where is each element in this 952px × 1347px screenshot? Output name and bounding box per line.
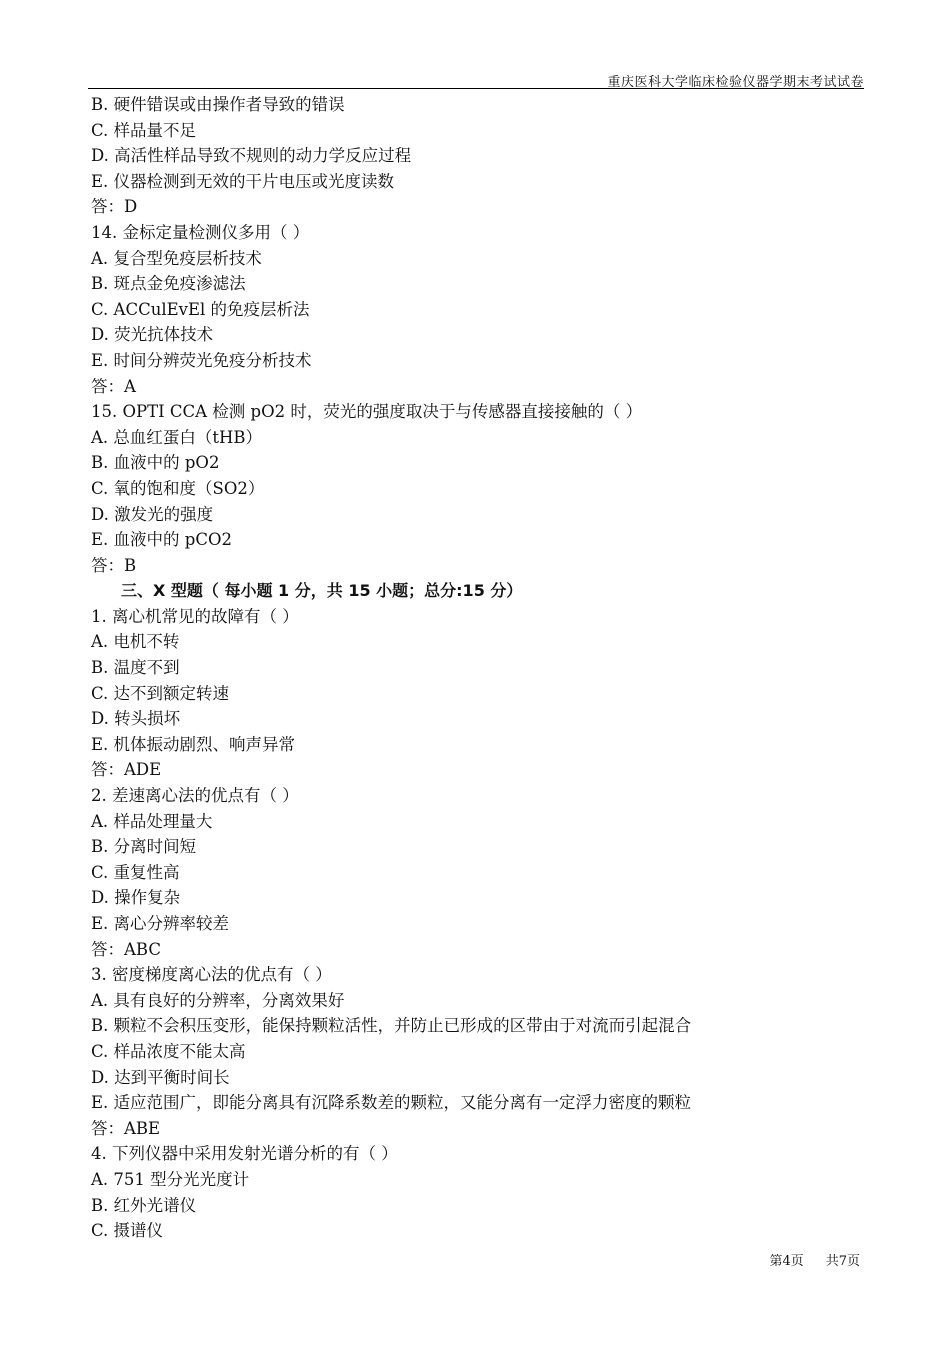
option-line: A. 电机不转 bbox=[91, 632, 180, 652]
option-line: C. 氧的饱和度（SO2） bbox=[91, 478, 265, 498]
option-line: B. 血液中的 pO2 bbox=[91, 453, 220, 473]
option-line: E. 适应范围广，即能分离具有沉降系数差的颗粒，又能分离有一定浮力密度的颗粒 bbox=[91, 1093, 692, 1113]
answer-line: 答：D bbox=[91, 197, 138, 217]
option-line: A. 样品处理量大 bbox=[91, 811, 213, 831]
option-line: C. ACCulEvEl 的免疫层析法 bbox=[91, 299, 310, 319]
option-line: D. 转头损坏 bbox=[91, 709, 181, 729]
answer-line: 答：A bbox=[91, 376, 136, 396]
question-line: 2. 差速离心法的优点有（ ） bbox=[91, 786, 299, 806]
option-line: A. 751 型分光光度计 bbox=[91, 1169, 250, 1189]
option-line: C. 样品浓度不能太高 bbox=[91, 1041, 246, 1061]
question-line: 14. 金标定量检测仪多用（ ） bbox=[91, 222, 310, 242]
header-divider bbox=[88, 88, 864, 89]
option-line: D. 达到平衡时间长 bbox=[91, 1067, 230, 1087]
exam-content bbox=[91, 92, 871, 1244]
option-line: D. 操作复杂 bbox=[91, 888, 181, 908]
option-line: A. 具有良好的分辨率，分离效果好 bbox=[91, 990, 345, 1010]
question-line: 15. OPTI CCA 检测 pO2 时，荧光的强度取决于与传感器直接接触的（ ） bbox=[91, 402, 643, 422]
option-line: E. 时间分辨荧光免疫分析技术 bbox=[91, 350, 312, 370]
option-line: E. 血液中的 pCO2 bbox=[91, 530, 232, 550]
question-line: 1. 离心机常见的故障有（ ） bbox=[91, 606, 299, 626]
option-line: B. 硬件错误或由操作者导致的错误 bbox=[91, 95, 345, 114]
section-heading: 三、X 型题（ 每小题 1 分，共 15 小题；总分:15 分） bbox=[121, 581, 523, 601]
option-line: D. 荧光抗体技术 bbox=[91, 325, 214, 345]
option-line: D. 高活性样品导致不规则的动力学反应过程 bbox=[91, 146, 412, 166]
option-line: B. 红外光谱仪 bbox=[91, 1195, 197, 1215]
option-line: C. 样品量不足 bbox=[91, 120, 197, 140]
option-line: C. 重复性高 bbox=[91, 862, 180, 882]
page-number: 第4页 bbox=[769, 1254, 804, 1269]
question-line: 3. 密度梯度离心法的优点有（ ） bbox=[91, 965, 332, 985]
option-line: B. 斑点金免疫渗滤法 bbox=[91, 274, 246, 294]
option-line: C. 达不到额定转速 bbox=[91, 683, 230, 703]
option-line: C. 摄谱仪 bbox=[91, 1221, 164, 1241]
option-line: E. 离心分辨率较差 bbox=[91, 914, 230, 933]
answer-line: 答：ABE bbox=[91, 1118, 161, 1138]
option-line: E. 仪器检测到无效的干片电压或光度读数 bbox=[91, 171, 395, 191]
page-header-title: 重庆医科大学临床检验仪器学期末考试试卷 bbox=[607, 75, 864, 90]
page-footer bbox=[769, 1250, 860, 1269]
answer-line: 答：ABC bbox=[91, 939, 161, 959]
answer-line: 答：ADE bbox=[91, 760, 162, 780]
page-total: 共7页 bbox=[825, 1254, 860, 1269]
question-line: 4. 下列仪器中采用发射光谱分析的有（ ） bbox=[91, 1144, 398, 1164]
option-line: A. 总血红蛋白（tHB） bbox=[91, 427, 263, 447]
option-line: A. 复合型免疫层析技术 bbox=[91, 248, 262, 268]
option-line: B. 颗粒不会积压变形，能保持颗粒活性，并防止已形成的区带由于对流而引起混合 bbox=[91, 1016, 692, 1036]
option-line: B. 分离时间短 bbox=[91, 837, 197, 857]
option-line: E. 机体振动剧烈、响声异常 bbox=[91, 734, 296, 754]
option-line: B. 温度不到 bbox=[91, 658, 180, 678]
option-line: D. 激发光的强度 bbox=[91, 504, 214, 524]
answer-line: 答：B bbox=[91, 555, 137, 575]
